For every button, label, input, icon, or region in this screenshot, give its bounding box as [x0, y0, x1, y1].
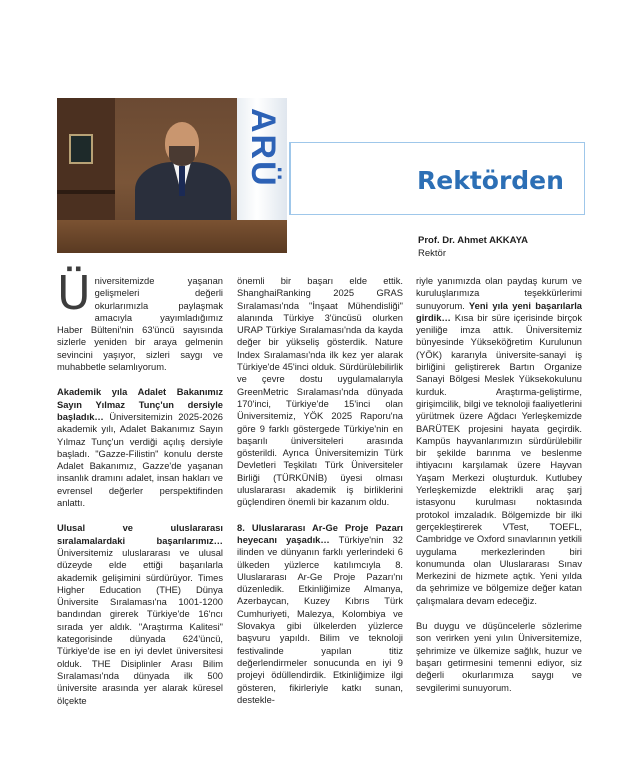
paragraph: Bu duygu ve düşüncelerle sözlerime son verirken yeni yılın Üniversitemize, şehrimize ve ülkemize sağlık, huzur ve başarı getirmesini temenni ediyor, siz değerli okurlarımıza saygı ve sevgilerimi sunuyorum. [416, 621, 582, 693]
paragraph-heading: Yeni yıla yeni başarılarla girdik… [416, 300, 582, 323]
shelf [57, 190, 115, 194]
award-plaque [69, 134, 93, 164]
paragraph-heading: Akademik yıla Adalet Bakanımız Sayın Yılmaz Tunç'un dersiyle başladık… [57, 387, 223, 422]
paragraph-heading: Ulusal ve uluslararası sıralamalardaki başarılarımız… [57, 523, 223, 546]
paragraph: riyle yanımızda olan paydaş kurum ve kuruluşlarımıza teşekkürlerimi sunuyorum. Yeni yıla yeni başarılarla girdik… Kısa bir süre içerisinde birçok yeniliğe imza attık. Üniversitemiz bünyesinde Yükseköğretim Kurulunun (YÖK) kararıyla üniversite-sanayi iş birliğini geliştirerek Bartın Organize Sanayi Bölgesi Meslek Yüksekokulunu kurduk. Araştırma-geliştirme, girişimcilik, bilgi ve teknoloji faaliyetlerini yürütmek üzere Ağdacı Yerleşkemizde BARÜTEK projesini hayata geçirdik. Kampüs hayvanlarımızın sürdürülebilir bir şekilde barınma ve beslenme ihtiyacını karşılamak üzere Hayvan Yaşam Merkezi oluşturduk. Kutlubey Yerleşkemizde elektrikli araç şarj istasyonu kurulması noktasında protokol imzaladık. Bölgemizde bir ilki gerçekleştirerek VTest, TOEFL, Cambridge ve Oxford sınavlarının yetkili uygulama merkezlerinden biri konumunda olan Uluslararası Sınav Merkezini de hizmete açtık. Yeni yılda da şehrimize ve bölgemize değer katan çalışmalara devam edeceğiz. [416, 276, 582, 606]
rector-photo [57, 98, 287, 253]
paragraph: Akademik yıla Adalet Bakanımız Sayın Yılmaz Tunç'un dersiyle başladık… Üniversitemizin 2025-2026 akademik yılı, Adalet Bakanımız Sayın Yılmaz Tunç'un verdiği açılış dersiyle başladı. "Gazze-Filistin" konulu derste Adalet Bakanımız, Gazze'de yaşanan insanlık dramını adalet, insan hakları ve evrensel değerler perspektifinden anlattı. [57, 387, 223, 509]
column-2 [237, 275, 403, 719]
author-role: Rektör [418, 248, 446, 259]
column-1 [57, 266, 223, 720]
paragraph-heading: 8. Uluslararası Ar-Ge Proje Pazarı heyecanı yaşadık… [237, 522, 403, 545]
paragraph: Üniversitemizde yaşanan gelişmeleri değerli okurlarımızla paylaşmak amacıyla yayımladığımız Haber Bülteni'nin 63'üncü sayısında sizlerle yeniden bir araya gelmenin sevincini yaşıyor, sizleri saygı ve muhabbetle selamlıyorum. [57, 266, 223, 373]
author-name: Prof. Dr. Ahmet AKKAYA [418, 235, 528, 246]
paragraph: önemli bir başarı elde ettik. ShanghaiRanking 2025 GRAS Sıralaması'nda "İnşaat Mühendisliği" alanında Türkiye 3'üncüsü olurken URAP Türkiye Sıralaması'nda da kayda değer bir yükseliş gösterdik. Nature Index Sıralaması'nda ilk kez yer alarak Türkiye'de 45'inci olduk. Sürdürülebilirlik ve çevre dostu uygulamalarıyla GreenMetric Sıralaması'nda dünyada 170'inci, Türkiye'de 15'inci olan Üniversitemiz, YÖK 2025 Raporu'na göre 9 farklı göstergede Türkiye'nin en başarılı üniversiteleri arasında gösterildi. Ayrıca Üniversitemizin Türk Devletleri Teşkilatı Türk Üniversiteler Birliği (TÜRKÜNİB) üyesi olması uluslararası akademik iş birliklerini güçlendiren önemli bir kazanım oldu. [237, 276, 403, 508]
beard [169, 146, 195, 166]
page-title: Rektörden [417, 166, 564, 195]
column-3 [416, 275, 582, 707]
tie [179, 166, 185, 196]
flag-text: ARÜ [244, 108, 282, 188]
paragraph: 8. Uluslararası Ar-Ge Proje Pazarı heyecanı yaşadık… Türkiye'nin 32 ilinden ve dünyanın farklı yerlerindeki 6 ülkeden yüzlerce katılımcıyla 8. Uluslararası Ar-Ge Proje Pazarı'nı düzenledik. Etkinliğimize Almanya, Azerbaycan, Kuzey Kıbrıs Türk Cumhuriyeti, Malezya, Kolombiya ve Slovakya gibi ülkelerden yüzlerce başvuru yapıldı. Bilim ve teknoloji festivalinde yapılan titiz değerlendirmeler sonucunda en iyi 9 projeyi ödüllendirdik. Etkinliğimize ilgi gösteren, fikirleriyle katkı sunan, destekle- [237, 522, 403, 705]
paragraph: Ulusal ve uluslararası sıralamalardaki başarılarımız… Üniversitemiz uluslararası ve ulusal düzeyde elde ettiği başarılarla akademik gelişimini sürdürüyor. Times Higher Education (THE) Dünya Üniversite Sıralaması'na 1001-1200 bandından girerek Türkiye'de 16'ncı sırada yer aldık. "Araştırma Kalitesi" kategorisinde dünyada 624'üncü, Türkiye'de ise en iyi devlet üniversitesi olduk. THE Disiplinler Arası Bilim Sıralaması'nda dünyada ilk 500 üniversite arasında yer alarak küresel ölçekte [57, 523, 223, 706]
desk [57, 220, 287, 253]
dropcap: Ü [57, 266, 91, 320]
